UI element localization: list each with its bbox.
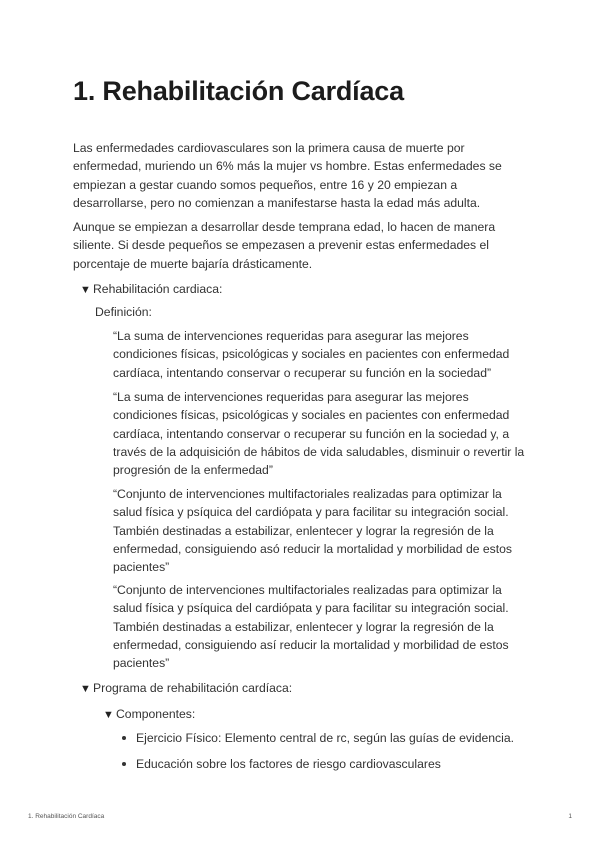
toggle-label: Rehabilitación cardiaca: (93, 282, 223, 296)
toggle-componentes[interactable] (103, 705, 195, 724)
list-item-text: Educación sobre los factores de riesgo cardiovasculares (136, 757, 441, 771)
definition-quote-1: “La suma de intervenciones requeridas para asegurar las mejores condiciones físicas, psicológicas y sociales en pacientes con enfermedad cardíaca, intentando conservar o recuperar su función en la sociedad” (113, 329, 510, 380)
definition-quote-4: “Conjunto de intervenciones multifactoriales realizadas para optimizar la salud física y psíquica del cardiópata y para facilitar su integración social. También destinadas a estabilizar, enlentecer y lograr la regresión de la enfermedad, consiguiendo así reducir la mortalidad y morbilidad de estos pacientes” (113, 583, 509, 671)
definition-quote-3: “Conjunto de intervenciones multifactoriales realizadas para optimizar la salud física y psíquica del cardiópata y para facilitar su integración social. También destinadas a estabilizar, enlentecer y lograr la regresión de la enfermedad, consiguiendo asó reducir la mortalidad y morbilidad de estos pacientes” (113, 487, 513, 575)
triangle-down-icon[interactable]: ▼ (80, 683, 91, 695)
toggle-rehabilitacion-cardiaca[interactable] (80, 280, 222, 299)
bullet-icon (122, 762, 126, 766)
toggle-programa-rehabilitacion[interactable] (80, 679, 292, 698)
intro-paragraph-1: Las enfermedades cardiovasculares son la primera causa de muerte por enfermedad, muriendo un 6% más la mujer vs hombre. Estas enfermedades se empiezan a gestar cuando somos pequeños, entre 16 y 20 empiezan a desarrollarse, pero no comienzan a manifestarse hasta la edad más adulta. (73, 141, 502, 210)
triangle-down-icon[interactable]: ▼ (103, 709, 114, 721)
triangle-down-icon[interactable]: ▼ (80, 284, 91, 296)
footer-title: 1. Rehabilitación Cardíaca (28, 813, 105, 820)
intro-paragraph-2: Aunque se empiezan a desarrollar desde temprana edad, lo hacen de manera siliente. Si desde pequeños se empezasen a prevenir estas enfermedades el porcentaje de muerte bajaría drásticamente. (73, 220, 496, 271)
bullet-icon (122, 736, 126, 740)
toggle-label: Componentes: (116, 707, 196, 721)
page-number: 1 (568, 813, 572, 820)
definition-quote-2: “La suma de intervenciones requeridas para asegurar las mejores condiciones físicas, psicológicas y sociales en pacientes con enfermedad cardíaca, intentando conservar o recuperar su función en la sociedad y, a través de la adquisición de hábitos de vida saludables, disminuir o revertir la progresión de la enfermedad” (113, 390, 525, 478)
list-item (122, 729, 514, 747)
list-item (122, 755, 441, 773)
toggle-label: Programa de rehabilitación cardíaca: (93, 681, 293, 695)
list-item-text: Ejercicio Físico: Elemento central de rc, según las guías de evidencia. (136, 731, 515, 745)
definition-label: Definición: (95, 305, 152, 319)
page-title: 1. Rehabilitación Cardíaca (73, 76, 404, 106)
